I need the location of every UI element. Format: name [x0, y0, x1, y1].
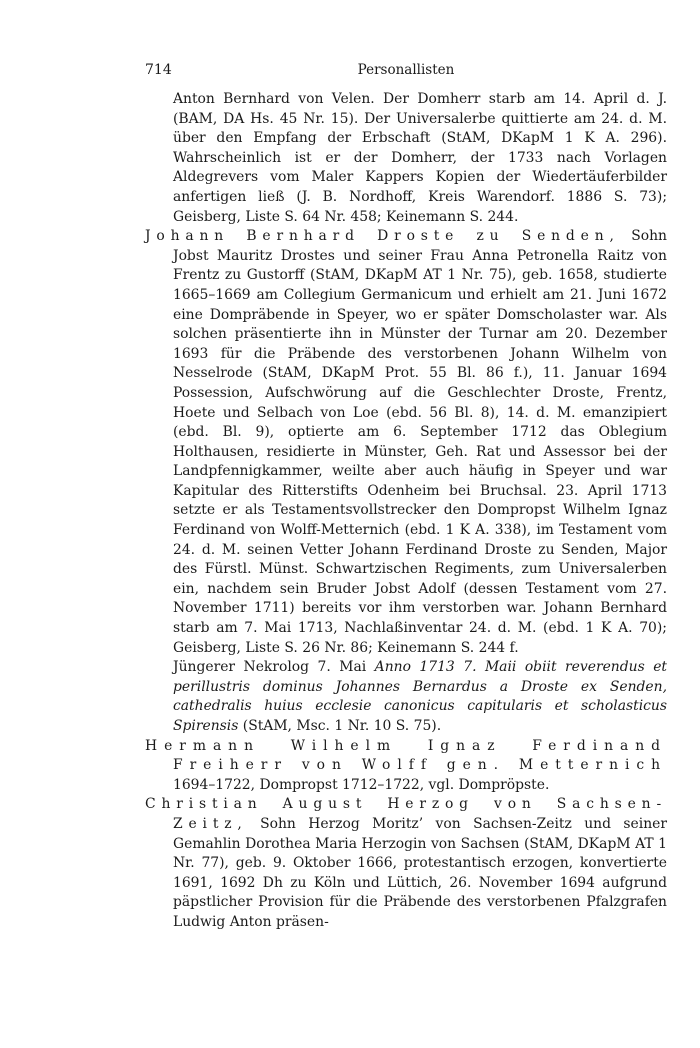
page-number: 714: [145, 62, 172, 78]
entry-hermann-wilhelm-wolff: [145, 737, 667, 796]
entry-text: Sohn Herzog Moritz’ von Sachsen-Zeitz und seiner Gemahlin Dorothea Maria Herzogin von Sachsen (StAM, DKapM AT 1 Nr. 77), geb. 9. Oktober 1666, protestantisch erzogen, konvertierte 1691, 1692 Dh zu Köln und Lüttich, 26. November 1694 aufgrund päpstlicher Provision für die Präbende des verstorbenen Pfalzgrafen Ludwig Anton präsen-: [173, 815, 668, 930]
necrology-source: (StAM, Msc. 1 Nr. 10 S. 75).: [238, 718, 442, 734]
entry-johann-bernhard-droste: [145, 227, 667, 658]
body-text: [145, 90, 667, 933]
entry-continuation: Anton Bernhard von Velen. Der Domherr starb am 14. April d. J. (BAM, DA Hs. 45 Nr. 15). Der Universalerbe quittierte am 24. d. M. über den Empfang der Erbschaft (StAM, DKapM 1 K A. 296). Wahrscheinlich ist er der Domherr, der 1733 nach Vorlagen Aldegrevers vom Maler Kappers Kopien der Wiedertäuferbilder anfertigen ließ (J. B. Nordhoff, Kreis Warendorf. 1886 S. 73); Geisberg, Liste S. 64 Nr. 458; Keinemann S. 244.: [173, 91, 667, 225]
necrology-latin: Anno 1713 7. Maii obiit reverendus et perillustris dominus Johannes Bernardus a Droste ex Senden, cathedralis huius ecclesie canonicus capitularis et scholasticus Spirensis: [173, 659, 667, 734]
running-head: Personallisten: [357, 62, 455, 78]
page-header: [145, 62, 667, 84]
entry-text: Sohn Jobst Mauritz Drostes und seiner Frau Anna Petronella Raitz von Frentz zu Gustorff (StAM, DKapM AT 1 Nr. 75), geb. 1658, studierte 1665–1669 am Collegium Germanicum und erhielt am 21. Juni 1672 eine Dompräbende in Speyer, wo er später Domscholaster war. Als solchen präsentierte ihn in Münster der Turnar am 20. Dezember 1693 für die Präbende des verstorbenen Johann Wilhelm von Nesselrode (StAM, DKapM Prot. 55 Bl. 86 f.), 11. Januar 1694 Possession, Aufschwörung auf die Geschlechter Droste, Frentz, Hoete und Selbach von Loe (ebd. 56 Bl. 8), 14. d. M. emanzipiert (ebd. Bl. 9), optierte am 6. September 1712 das Oblegium Holthausen, residierte in Münster, Geh. Rat und Assessor bei der Landpfennigkammer, weilte aber auch häufig in Speyer und war Kapitular des Ritterstifts Odenheim bei Bruchsal. 23. April 1713 setzte er als Testamentsvollstrecker den Dompropst Wilhelm Ignaz Ferdinand von Wolff-Metternich (ebd. 1 K A. 338), im Testament vom 24. d. M. seinen Vetter Johann Ferdinand Droste zu Senden, Major des Fürstl. Münst. Schwartzischen Regiments, zum Universalerben ein, nachdem sein Bruder Jobst Adolf (dessen Testament vom 27. November 1711) bereits vor ihm verstorben war. Johann Bernhard starb am 7. Mai 1713, Nachlaßinventar 24. d. M. (ebd. 1 K A. 70); Geisberg, Liste S. 26 Nr. 86; Keinemann S. 244 f.: [173, 228, 667, 656]
entry-name: Christian August Herzog von Sachsen-Zeitz,: [145, 796, 667, 832]
entry-name: Hermann Wilhelm Ignaz Ferdinand Freiherr von Wolff gen. Metternich: [145, 737, 667, 774]
necrology-note: [145, 658, 667, 736]
entry-text: 1694–1722, Dompropst 1712–1722, vgl. Dompröpste.: [173, 776, 550, 793]
entry-christian-august-sachsen: [145, 795, 667, 932]
necrology-intro: Jüngerer Nekrolog 7. Mai: [173, 659, 375, 676]
entry-name: Johann Bernhard Droste zu Senden,: [145, 228, 620, 245]
